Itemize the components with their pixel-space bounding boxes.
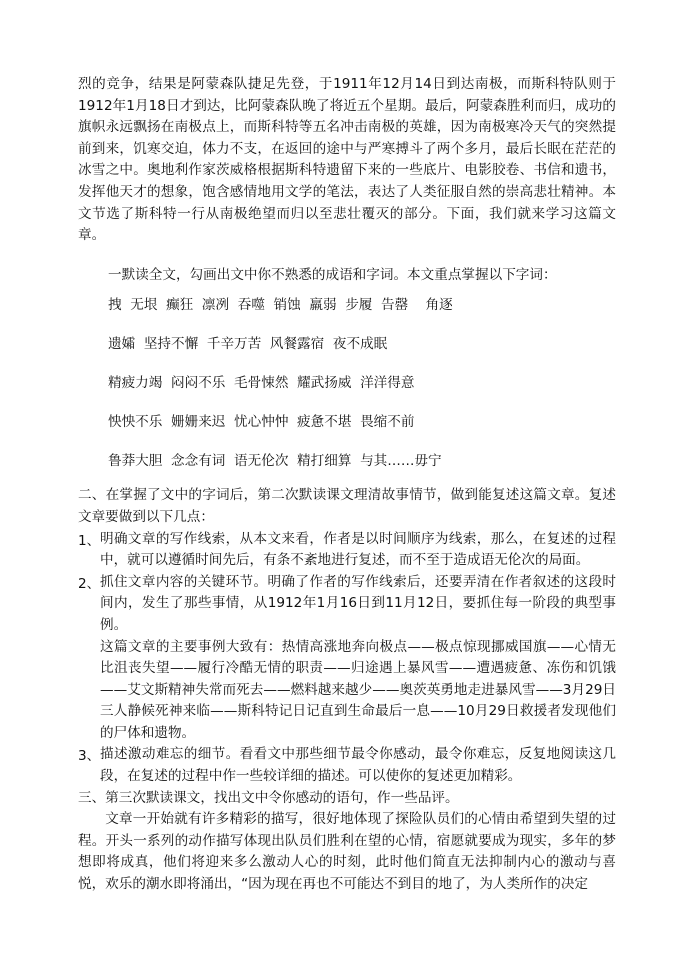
list-item <box>78 572 616 637</box>
list-item-text: 明确文章的写作线索，从本文来看，作者是以时间顺序为线索，那么，在复述的过程中，就可以遵循时间先后，有条不紊地进行复述，而不至于造成语无伦次的局面。 <box>100 530 616 569</box>
step-three-heading: 三、第三次默读课文，找出文中令你感动的语句，作一些品评。 <box>78 789 459 806</box>
list-item <box>78 744 616 787</box>
step-two-heading: 二、在掌握了文中的字词后，第二次默读课文理清故事情节，做到能复述这篇文章。复述文章要做到以下几点： <box>78 487 616 525</box>
vocabulary-line: 鲁莽大胆 念念有词 语无伦次 精打细算 与其……毋宁 <box>108 453 442 470</box>
list-item-number: 2、 <box>78 575 101 592</box>
document-body <box>78 74 616 896</box>
intro-paragraph: 烈的竞争，结果是阿蒙森队捷足先登，于1911年12月14日到达南极，而斯科特队则于1912年1月18日才到达，比阿蒙森队晚了将近五个星期。最后，阿蒙森胜利而归，成功的旗帜永远飘扬在南极点上，而斯科特等五名冲击南极的英雄，因为南极寒冷天气的突然提前到来，饥寒交迫，体力不支，在返回的途中与严寒搏斗了两个多月，最后长眠在茫茫的冰雪之中。奥地利作家茨威格根据斯科特遗留下来的一些底片、电影胶卷、书信和遗书，发挥他天才的想象，饱含感情地用文学的笔法，表达了人类征服自然的崇高悲壮精神。本文节选了斯科特一行从南极绝望而归以至悲壮覆灭的部分。下面，我们就来学习这篇文章。 <box>78 76 616 244</box>
list-item-number: 3、 <box>78 748 101 765</box>
events-summary-text: 这篇文章的主要事例大致有：热情高涨地奔向极点——极点惊现挪威国旗——心情无比沮丧失望——履行冷酷无情的职责——归途遇上暴风雪——遭遇疲惫、冻伤和饥饿——艾文斯精神失常而死去——燃料越来越少——奥茨英勇地走进暴风雪——3月29日三人静候死神来临——斯科特记日记直到生命最后一息——10月29日救援者发现他们的尸体和遗物。 <box>100 638 616 741</box>
closing-paragraph: 文章一开始就有许多精彩的描写，很好地体现了探险队员们的心情由希望到失望的过程。开头一系列的动作描写体现出队员们胜利在望的心情，宿愿就要成为现实，多年的梦想即将成真，他们将迎来多么激动人心的时刻，此时他们简直无法抑制内心的激动与喜悦，欢乐的潮水即将涌出，“因为现在再也不可能达不到目的地了，为人类所作的决定 <box>78 811 616 893</box>
step-one-instruction: 一默读全文，勾画出文中你不熟悉的成语和字词。本文重点掌握以下字词： <box>108 266 557 283</box>
list-item <box>78 529 616 572</box>
vocabulary-line: 怏怏不乐 姗姗来迟 忧心忡忡 疲惫不堪 畏缩不前 <box>108 414 415 431</box>
vocabulary-list <box>108 286 616 481</box>
events-summary <box>78 637 616 745</box>
list-item-text: 抓住文章内容的关键环节。明确了作者的写作线索后，还要弄清在作者叙述的这段时间内，发生了那些事情，从1912年1月16日到11月12日，要抓住每一阶段的典型事例。 <box>100 573 616 633</box>
vocabulary-line: 拽 无垠 癫狂 凛冽 吞噬 销蚀 羸弱 步履 告罄 角逐 <box>108 297 453 314</box>
list-item-text: 描述激动难忘的细节。看看文中那些细节最令你感动，最令你难忘，反复地阅读这几段，在复述的过程中作一些较详细的描述。可以使你的复述更加精彩。 <box>100 746 616 785</box>
vocabulary-line: 精疲力竭 闷闷不乐 毛骨悚然 耀武扬威 洋洋得意 <box>108 375 415 392</box>
list-item-number: 1、 <box>78 532 101 549</box>
vocabulary-line: 遗孀 坚持不懈 千辛万苦 风餐露宿 夜不成眠 <box>108 336 388 353</box>
